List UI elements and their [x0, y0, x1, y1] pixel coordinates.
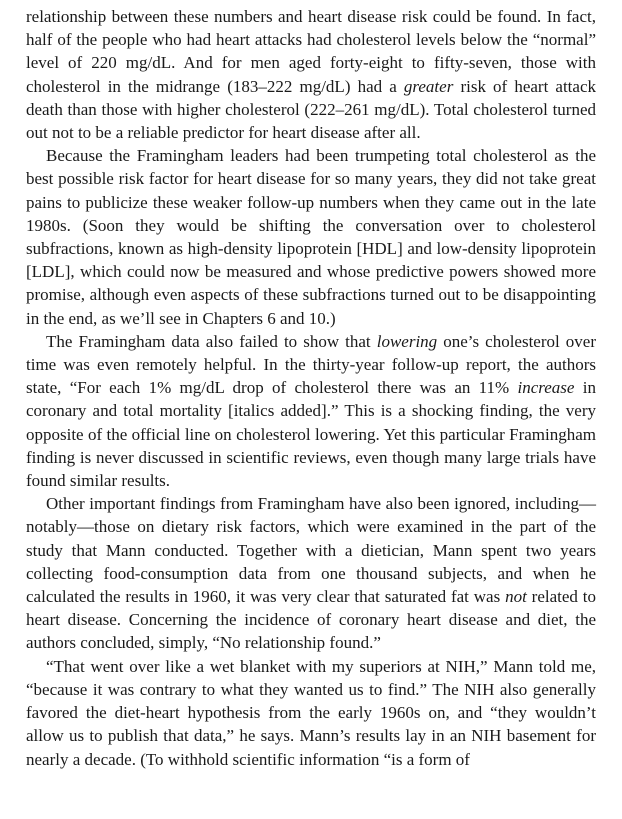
italic-emphasis: lowering — [376, 331, 438, 351]
text-run: Because the Framingham leaders had been trumpeting total cholesterol as the best possible risk factor for heart disease for so many years, they did not take great pains to publicize these weaker follow-up numbers when they came out in the late 1980s. (Soon they would be shifting the conversation over to cholesterol subfractions, known as high-density lipoprotein [HDL] and low-density lipoprotein [LDL], which could now be measured and whose predictive powers showed more promise, although even aspects of these subfractions turned out to be disappointing in the end, as we’ll see in Chapters 6 and 10.) — [26, 146, 596, 328]
body-paragraph — [26, 655, 596, 771]
italic-emphasis: increase — [517, 378, 575, 398]
text-run: related to heart disease. Concerning the incidence of coronary heart disease and diet, the authors concluded, simply, “No relationship found.” — [26, 587, 597, 653]
text-run: risk of heart attack death than those with higher cholesterol (222–261 mg/dL). Total cholesterol turned out not to be a reliable predictor for heart disease after all. — [26, 76, 596, 143]
italic-emphasis: greater — [403, 76, 454, 96]
text-run: relationship between these numbers and heart disease risk could be found. In fact, half of the people who had heart attacks had cholesterol levels below the “normal” level of 220 mg/dL. And for men aged forty-eight to fifty-seven, those with cholesterol in the midrange (183–222 mg/dL) had a — [26, 7, 596, 96]
text-run: one’s cholesterol over time was even remotely helpful. In the thirty-year follow-up report, the authors state, “For each 1% mg/dL drop of cholesterol there was an 11% — [26, 331, 596, 398]
body-paragraph — [26, 492, 596, 654]
text-run: Other important findings from Framingham have also been ignored, including—notably—those on dietary risk factors, which were examined in the part of the study that Mann conducted. Together with a dietician, Mann spent two years collecting food-consumption data from one thousand subjects, and when he calculated the results in 1960, it was very clear that saturated fat was — [26, 494, 596, 607]
body-paragraph — [26, 330, 596, 492]
text-run: The Framingham data also failed to show that — [46, 331, 377, 351]
text-run: in coronary and total mortality [italics added].” This is a shocking finding, the very opposite of the official line on cholesterol lowering. Yet this particular Framingham finding is never discussed in scientific reviews, even though many large trials have found similar results. — [26, 378, 596, 491]
body-paragraph — [26, 144, 596, 330]
book-page — [26, 5, 596, 771]
italic-emphasis: not — [505, 587, 527, 607]
text-run: “That went over like a wet blanket with my superiors at NIH,” Mann told me, “because it was contrary to what they wanted us to find.” The NIH also generally favored the diet-heart hypothesis from the early 1960s on, and “they wouldn’t allow us to publish that data,” he says. Mann’s results lay in an NIH basement for nearly a decade. (To withhold scientific information “is a form of — [26, 656, 596, 769]
body-paragraph — [26, 5, 596, 144]
